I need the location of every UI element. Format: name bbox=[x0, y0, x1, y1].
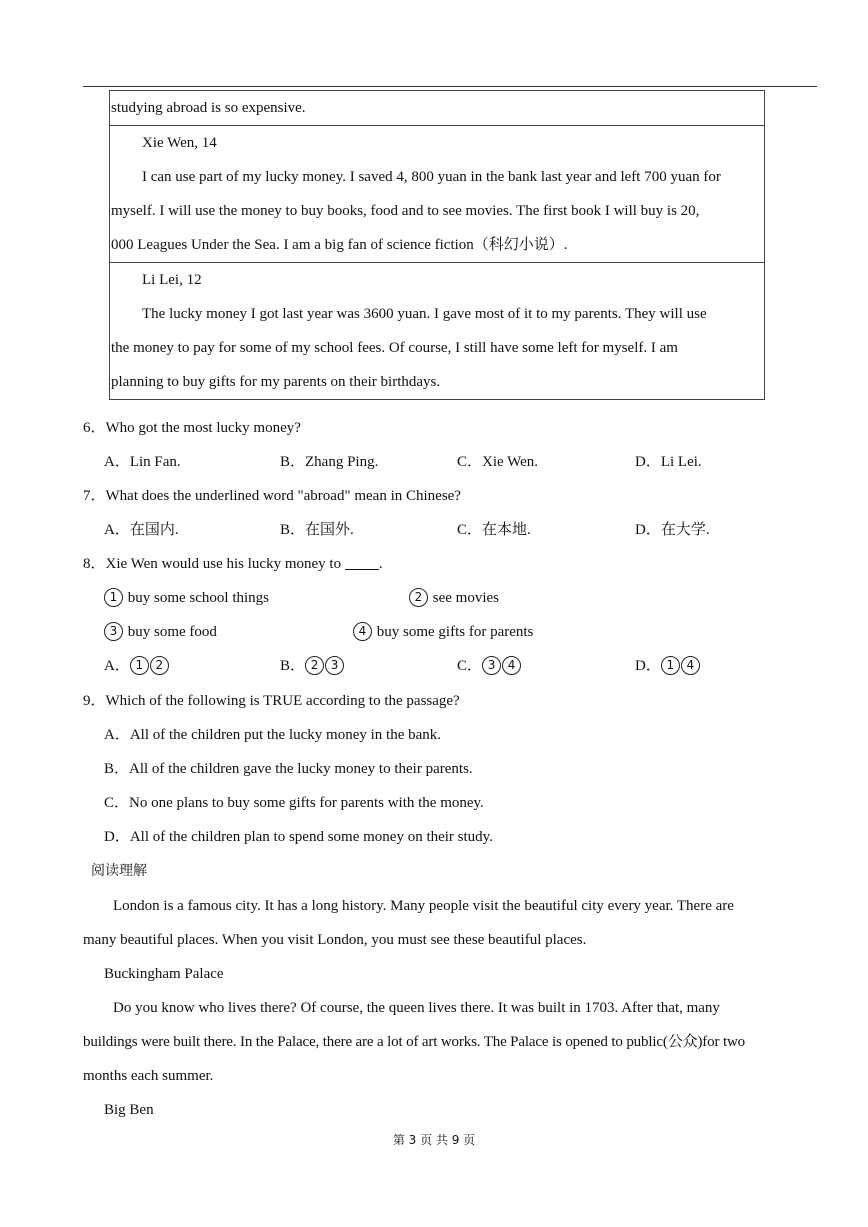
option-b bbox=[280, 656, 345, 676]
table-text: I can use part of my lucky money. I saved 4, 800 yuan in the bank last year and left 700 yuan for bbox=[142, 169, 721, 185]
question-stem: 9．Which of the following is TRUE according to the passage? bbox=[83, 693, 460, 709]
option-label: B． bbox=[280, 658, 306, 674]
circled-number: 1 bbox=[661, 656, 680, 675]
section-title: 阅读理解 bbox=[91, 863, 147, 879]
option-d: D．在大学. bbox=[635, 522, 710, 538]
circled-number: 4 bbox=[353, 622, 372, 641]
option-a: A．Lin Fan. bbox=[104, 454, 181, 470]
passage-heading: Buckingham Palace bbox=[104, 966, 224, 982]
page-footer: 第 3 页 共 9 页 bbox=[392, 1133, 476, 1147]
passage-heading: Big Ben bbox=[104, 1102, 154, 1118]
option-c bbox=[457, 656, 522, 676]
choice-item bbox=[409, 588, 499, 608]
circled-number: 3 bbox=[482, 656, 501, 675]
stem-end: . bbox=[378, 556, 383, 572]
table-text: 000 Leagues Under the Sea. I am a big fan of science fiction（科幻小说）. bbox=[111, 237, 568, 253]
circled-number: 2 bbox=[409, 588, 428, 607]
option-b: B．在国外. bbox=[280, 522, 354, 538]
option-d: D．Li Lei. bbox=[635, 454, 702, 470]
answer-blank bbox=[345, 555, 379, 570]
option-c: C．Xie Wen. bbox=[457, 454, 539, 470]
option-c: C．在本地. bbox=[457, 522, 531, 538]
table-text: The lucky money I got last year was 3600 yuan. I gave most of it to my parents. They will use bbox=[142, 306, 707, 322]
choice-text: see movies bbox=[432, 590, 499, 606]
table-row bbox=[110, 91, 764, 125]
question-stem: 6．Who got the most lucky money? bbox=[83, 420, 301, 436]
header-rule bbox=[83, 86, 817, 87]
stem-text: 8．Xie Wen would use his lucky money to bbox=[83, 556, 345, 572]
option-label: D． bbox=[635, 658, 661, 674]
option-c: C．No one plans to buy some gifts for parents with the money. bbox=[104, 795, 484, 811]
circled-number: 2 bbox=[150, 656, 169, 675]
table-text: myself. I will use the money to buy books, food and to see movies. The first book I will buy is 20, bbox=[111, 203, 700, 219]
option-d bbox=[635, 656, 701, 676]
student-name: Li Lei, 12 bbox=[142, 272, 202, 288]
choice-item bbox=[104, 588, 269, 608]
circled-number: 1 bbox=[104, 588, 123, 607]
reading-table bbox=[109, 90, 765, 400]
choice-item bbox=[104, 622, 217, 642]
circled-number: 3 bbox=[104, 622, 123, 641]
circled-number: 3 bbox=[325, 656, 344, 675]
table-text: studying abroad is so expensive. bbox=[111, 100, 306, 116]
passage-text: months each summer. bbox=[83, 1068, 214, 1084]
option-label: A． bbox=[104, 658, 130, 674]
passage-text: London is a famous city. It has a long history. Many people visit the beautiful city every year. There are bbox=[113, 898, 734, 914]
passage-text: buildings were built there. In the Palace, there are a lot of art works. The Palace is opened to public(公众)for two bbox=[83, 1034, 745, 1050]
choice-text: buy some gifts for parents bbox=[376, 624, 534, 640]
table-text: the money to pay for some of my school fees. Of course, I still have some left for myself. I am bbox=[111, 340, 678, 356]
table-text: planning to buy gifts for my parents on their birthdays. bbox=[111, 374, 441, 390]
circled-number: 4 bbox=[681, 656, 700, 675]
table-row bbox=[110, 125, 764, 262]
option-a bbox=[104, 656, 170, 676]
option-a: A．All of the children put the lucky money in the bank. bbox=[104, 727, 442, 743]
option-label: C． bbox=[457, 658, 483, 674]
option-d: D．All of the children plan to spend some money on their study. bbox=[104, 829, 493, 845]
table-row bbox=[110, 262, 764, 399]
choice-text: buy some food bbox=[127, 624, 217, 640]
option-b: B．Zhang Ping. bbox=[280, 454, 379, 470]
choice-item bbox=[353, 622, 533, 642]
question-stem bbox=[83, 554, 383, 574]
option-a: A．在国内. bbox=[104, 522, 179, 538]
student-name: Xie Wen, 14 bbox=[142, 135, 217, 151]
passage-text: Do you know who lives there? Of course, the queen lives there. It was built in 1703. After that, many bbox=[113, 1000, 720, 1016]
circled-number: 2 bbox=[305, 656, 324, 675]
circled-number: 4 bbox=[502, 656, 521, 675]
option-b: B．All of the children gave the lucky money to their parents. bbox=[104, 761, 473, 777]
circled-number: 1 bbox=[130, 656, 149, 675]
choice-text: buy some school things bbox=[127, 590, 269, 606]
passage-text: many beautiful places. When you visit London, you must see these beautiful places. bbox=[83, 932, 587, 948]
question-stem: 7．What does the underlined word "abroad" mean in Chinese? bbox=[83, 488, 461, 504]
